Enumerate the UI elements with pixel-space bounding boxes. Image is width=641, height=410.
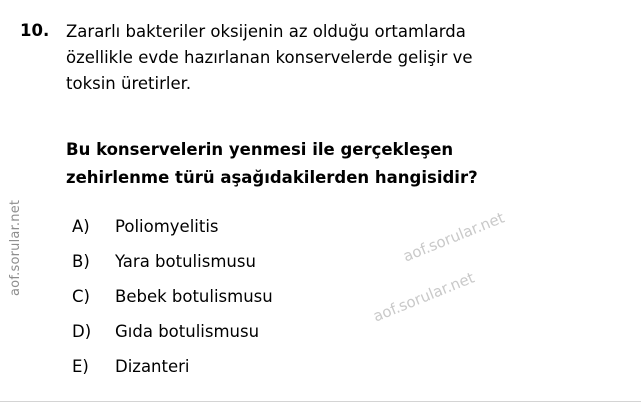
option-d[interactable]: [72, 322, 612, 357]
question-stem-line-1-text: Zararlı bakteriler oksijenin az olduğu ortamlarda: [66, 22, 466, 41]
option-a-letter: A): [72, 217, 90, 236]
question-stem-line-2-text: özellikle evde hazırlanan konservelerde gelişir ve: [66, 48, 473, 67]
answer-options: [72, 217, 612, 392]
question-stem-line-1: [66, 19, 618, 45]
option-d-text: Gıda botulismusu: [115, 322, 260, 341]
option-a-text: Poliomyelitis: [115, 217, 219, 236]
question-prompt-line-1: [66, 136, 618, 164]
option-e-text: Dizanteri: [115, 357, 190, 376]
question-stem-line-3: toksin üretirler.: [66, 74, 192, 93]
bottom-divider: [0, 401, 641, 402]
question-stem: [66, 19, 618, 97]
option-b[interactable]: [72, 252, 612, 287]
diagonal-watermark-2: aof.sorular.net: [370, 268, 477, 326]
option-e-letter: E): [72, 357, 89, 376]
option-c-letter: C): [72, 287, 90, 306]
question-number: 10.: [20, 21, 50, 40]
question-prompt-line-1-text: Bu konservelerin yenmesi ile gerçekleşen: [66, 140, 454, 159]
option-e[interactable]: [72, 357, 612, 392]
question-stem-line-2: [66, 45, 618, 71]
left-watermark: aof.sorular.net: [8, 199, 23, 296]
option-d-letter: D): [72, 322, 92, 341]
option-c-text: Bebek botulismusu: [115, 287, 273, 306]
question-prompt: [66, 136, 618, 192]
option-b-letter: B): [72, 252, 90, 271]
diagonal-watermark-1: aof.sorular.net: [400, 208, 507, 266]
option-c[interactable]: [72, 287, 612, 322]
option-b-text: Yara botulismusu: [115, 252, 256, 271]
option-a[interactable]: [72, 217, 612, 252]
question-prompt-line-2: zehirlenme türü aşağıdakilerden hangisidir?: [66, 168, 478, 187]
